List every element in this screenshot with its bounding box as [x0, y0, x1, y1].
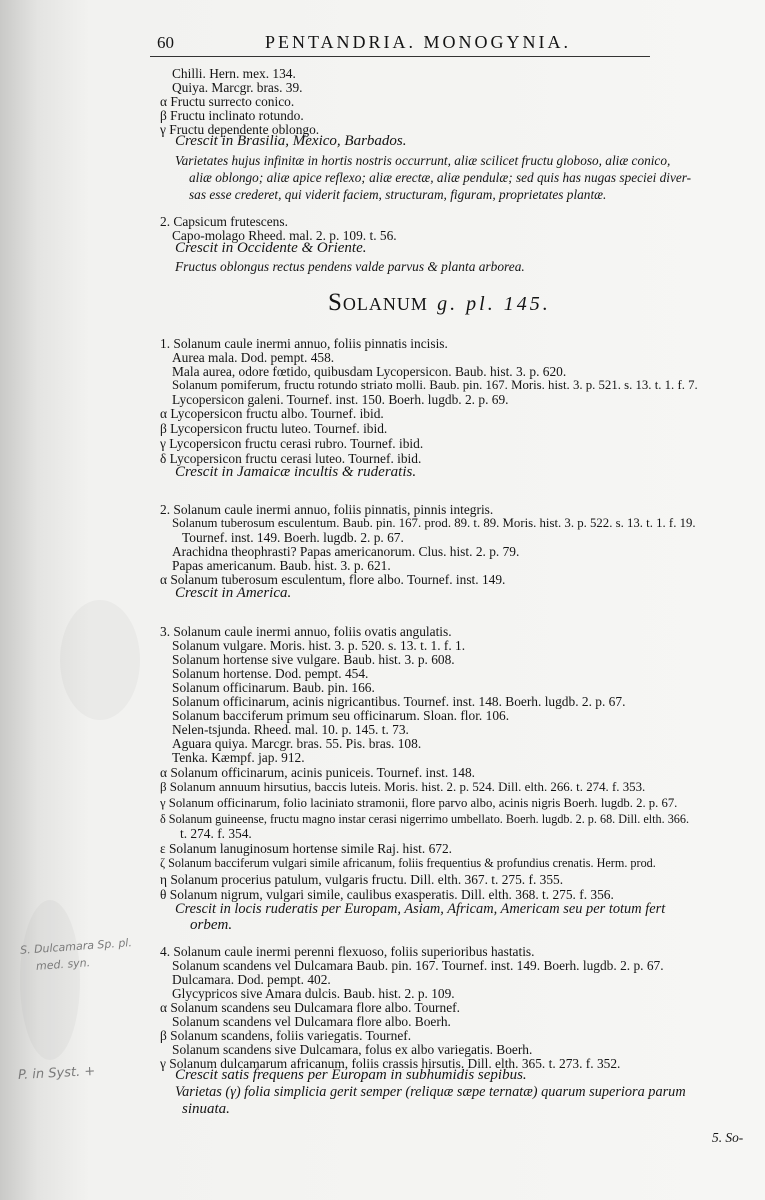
synonym-line: Solanum scandens sive Dulcamara, folus ex albo variegatis. Boerh.	[172, 1042, 533, 1057]
species-heading: 1. Solanum caule inermi annuo, foliis pinnatis incisis.	[160, 336, 448, 351]
note-line: Varietas (γ) folia simplicia gerit semper (reliquæ sæpe ternatæ) quarum superiora parum	[175, 1084, 686, 1100]
variety-line: ε Solanum lanuginosum hortense simile Raj. hist. 672.	[160, 841, 453, 856]
variety-line-cont: t. 274. f. 354.	[180, 826, 252, 841]
synonym-line: Solanum vulgare. Moris. hist. 3. p. 520. s. 13. t. 1. f. 1.	[172, 638, 466, 653]
habitat-line: Crescit satis frequens per Europam in subhumidis sepibus.	[175, 1067, 527, 1083]
habitat-line: Crescit in Jamaicæ incultis & ruderatis.	[175, 464, 417, 480]
synonym-line: Solanum pomiferum, fructu rotundo striato molli. Baub. pin. 167. Moris. hist. 3. p. 521. s. 13. t. 1. f. 7.	[172, 378, 698, 392]
synonym-line: Solanum hortense. Dod. pempt. 454.	[172, 666, 369, 681]
synonym-line: Lycopersicon galeni. Tournef. inst. 150. Boerh. lugdb. 2. p. 69.	[172, 392, 509, 407]
note-line: Varietates hujus infinitæ in hortis nostris occurrunt, aliæ scilicet fructu globoso, aliæ conico,	[175, 153, 671, 168]
synonym-line: Aurea mala. Dod. pempt. 458.	[172, 350, 335, 365]
running-title: PENTANDRIA. MONOGYNIA.	[265, 32, 572, 52]
synonym-line: Tenka. Kæmpf. jap. 912.	[172, 750, 305, 765]
handwritten-note: S. Dulcamara Sp. pl.	[19, 936, 133, 957]
variety-line: β Solanum scandens, foliis variegatis. Tournef.	[160, 1028, 412, 1043]
note-line: sas esse crederet, qui viderit faciem, structuram, figuram, proprietates plantæ.	[189, 187, 607, 202]
synonym-line: Quiya. Marcgr. bras. 39.	[172, 80, 303, 95]
synonym-line: Arachidna theophrasti? Papas americanorum. Clus. hist. 2. p. 79.	[172, 544, 520, 559]
synonym-line: Mala aurea, odore fœtido, quibusdam Lycopersicon. Baub. hist. 3. p. 620.	[172, 364, 567, 379]
synonym-line: Dulcamara. Dod. pempt. 402.	[172, 972, 331, 987]
genus-reference: g. pl. 145.	[437, 293, 551, 315]
variety-line: η Solanum procerius patulum, vulgaris fructu. Dill. elth. 367. t. 275. f. 355.	[160, 872, 564, 887]
synonym-line: Papas americanum. Baub. hist. 3. p. 621.	[172, 558, 391, 573]
variety-line: β Solanum annuum hirsutius, baccis luteis. Moris. hist. 2. p. 524. Dill. elth. 266. t. 274. f. 353.	[160, 780, 646, 794]
page-number: 60	[157, 33, 174, 52]
note-line: Fructus oblongus rectus pendens valde parvus & planta arborea.	[175, 259, 525, 274]
species-heading: 2. Solanum caule inermi annuo, foliis pinnatis, pinnis integris.	[160, 502, 494, 517]
variety-line: α Fructu surrecto conico.	[160, 94, 295, 109]
genus-name: Solanum	[328, 289, 428, 316]
variety-line: γ Fructu dependente oblongo.	[160, 122, 320, 137]
synonym-line: Solanum scandens vel Dulcamara Baub. pin. 167. Tournef. inst. 149. Boerh. lugdb. 2. p. 67.	[172, 958, 664, 973]
variety-line: ζ Solanum bacciferum vulgari simile africanum, foliis frequentius & profundius crenatis. Herm. prod.	[160, 856, 656, 870]
note-line: sinuata.	[182, 1101, 230, 1117]
page-stain	[20, 900, 80, 1060]
synonym-line: Aguara quiya. Marcgr. bras. 55. Pis. bras. 108.	[172, 736, 422, 751]
genus-heading	[328, 289, 551, 317]
handwritten-note: med. syn.	[35, 956, 91, 973]
species-heading: 2. Capsicum frutescens.	[160, 214, 288, 229]
species-heading: 3. Solanum caule inermi annuo, foliis ovatis angulatis.	[160, 624, 452, 639]
variety-line: θ Solanum nigrum, vulgari simile, caulibus exasperatis. Dill. elth. 368. t. 275. f. 356.	[160, 887, 614, 902]
synonym-line: Solanum officinarum, acinis nigricantibus. Tournef. inst. 148. Boerh. lugdb. 2. p. 67.	[172, 694, 626, 709]
habitat-line: Crescit in Occidente & Oriente.	[175, 240, 367, 256]
synonym-line: Solanum hortense sive vulgare. Baub. hist. 3. p. 608.	[172, 652, 455, 667]
variety-line: γ Solanum dulcamarum africanum, foliis crassis hirsutis. Dill. elth. 365. t. 273. f. 352.	[160, 1056, 621, 1071]
species-heading: 4. Solanum caule inermi perenni flexuoso, foliis superioribus hastatis.	[160, 944, 535, 959]
synonym-line: Solanum bacciferum primum seu officinarum. Sloan. flor. 106.	[172, 708, 510, 723]
habitat-line: Crescit in America.	[175, 585, 292, 601]
synonym-line: Tournef. inst. 149. Boerh. lugdb. 2. p. 67.	[182, 530, 404, 545]
habitat-line: Crescit in locis ruderatis per Europam, Asiam, Africam, Americam seu per totum fert	[175, 901, 666, 917]
variety-line: γ Lycopersicon fructu cerasi rubro. Tournef. ibid.	[160, 436, 424, 451]
habitat-line: orbem.	[190, 917, 233, 933]
variety-line: γ Solanum officinarum, folio laciniato stramonii, flore parvo albo, acinis nigris Boerh. lugdb. 2. p. 67.	[160, 796, 678, 810]
synonym-line: Nelen-tsjunda. Rheed. mal. 10. p. 145. t. 73.	[172, 722, 409, 737]
catchword: 5. So-	[712, 1130, 744, 1145]
variety-line: α Solanum officinarum, acinis puniceis. Tournef. inst. 148.	[160, 765, 476, 780]
variety-line: α Lycopersicon fructu albo. Tournef. ibid.	[160, 406, 384, 421]
variety-line: δ Solanum guineense, fructu magno instar cerasi nigerrimo umbellato. Boerh. lugdb. 2. p. 68. Dill. elth. 366.	[160, 812, 690, 826]
synonym-line: Chilli. Hern. mex. 134.	[172, 66, 296, 81]
variety-line: α Solanum scandens seu Dulcamara flore albo. Tournef.	[160, 1000, 460, 1015]
variety-line: β Lycopersicon fructu luteo. Tournef. ibid.	[160, 421, 388, 436]
variety-line: β Fructu inclinato rotundo.	[160, 108, 304, 123]
note-line: aliæ oblongo; aliæ apice reflexo; aliæ erectæ, aliæ pendulæ; sed quis has nugas speciei diver-	[189, 170, 692, 185]
synonym-line: Solanum scandens vel Dulcamara flore albo. Boerh.	[172, 1014, 451, 1029]
synonym-line: Solanum officinarum. Baub. pin. 166.	[172, 680, 375, 695]
variety-line: α Solanum tuberosum esculentum, flore albo. Tournef. inst. 149.	[160, 572, 506, 587]
habitat-line: Crescit in Brasilia, Mexico, Barbados.	[175, 133, 407, 149]
header-rule	[150, 56, 650, 57]
variety-line: δ Lycopersicon fructu cerasi luteo. Tournef. ibid.	[160, 451, 422, 466]
synonym-line: Glycypricos sive Amara dulcis. Baub. hist. 2. p. 109.	[172, 986, 455, 1001]
synonym-line: Capo-molago Rheed. mal. 2. p. 109. t. 56.	[172, 228, 397, 243]
handwritten-note: P. in Syst. +	[17, 1063, 96, 1084]
page-stain	[60, 600, 140, 720]
synonym-line: Solanum tuberosum esculentum. Baub. pin. 167. prod. 89. t. 89. Moris. hist. 3. p. 522. s. 13. t. 1. f. 19.	[172, 516, 696, 530]
